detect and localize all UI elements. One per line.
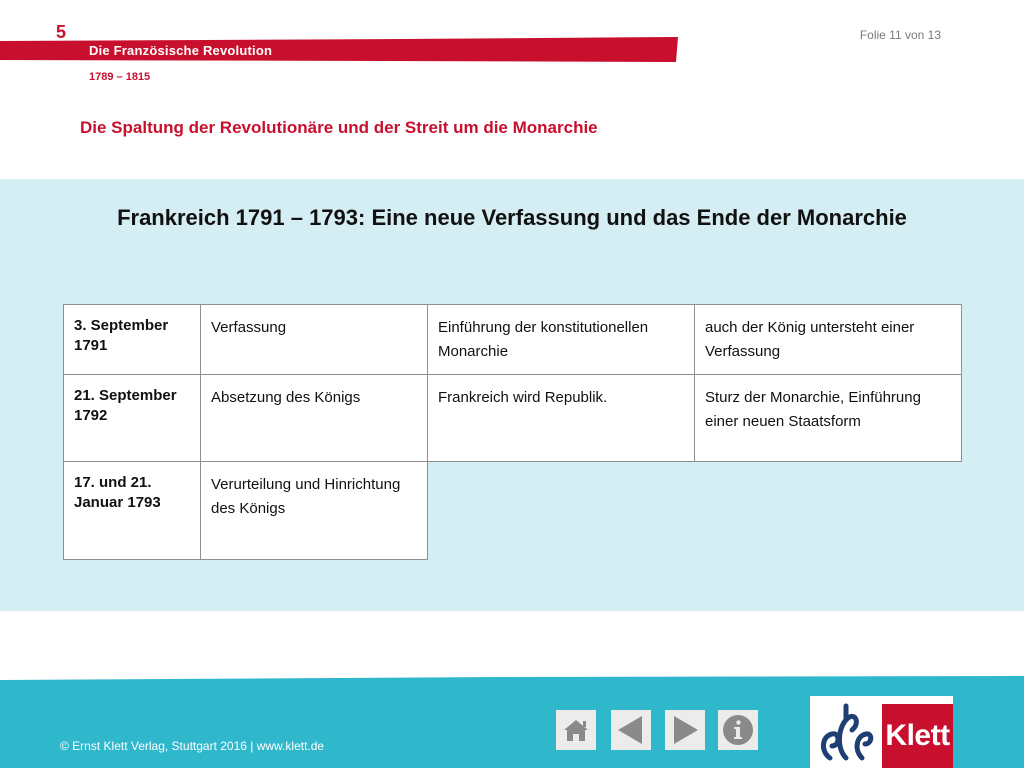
note-cell: Sturz der Monarchie, Einführung einer neuen Staatsform (695, 375, 962, 462)
table-row (64, 375, 962, 462)
date-cell: 21. September 1792 (64, 375, 201, 462)
main-heading: Frankreich 1791 – 1793: Eine neue Verfassung und das Ende der Monarchie (117, 205, 907, 230)
empty-cell (428, 462, 962, 560)
info-button[interactable] (718, 710, 758, 750)
presentation-title: Die Französische Revolution (89, 43, 273, 58)
years-range: 1789 – 1815 (89, 71, 151, 83)
timeline-table (63, 304, 962, 560)
date-cell: 3. September 1791 (64, 305, 201, 375)
klett-emblem-icon (810, 696, 882, 768)
title-band (0, 37, 678, 63)
next-slide-button[interactable] (665, 710, 705, 750)
arrow-left-icon (611, 710, 651, 750)
info-icon (718, 710, 758, 750)
table-row (64, 305, 962, 375)
home-icon (556, 710, 596, 750)
chapter-number: 5 (56, 22, 67, 42)
slide-subtitle: Die Spaltung der Revolutionäre und der Streit um die Monarchie (80, 118, 598, 137)
table-row (64, 462, 962, 560)
slide-counter: Folie 11 von 13 (859, 28, 941, 42)
event-cell: Verfassung (201, 305, 428, 375)
note-cell: auch der König untersteht einer Verfassung (695, 305, 962, 375)
arrow-right-icon (665, 710, 705, 750)
previous-slide-button[interactable] (611, 710, 651, 750)
copyright-text: © Ernst Klett Verlag, Stuttgart 2016 | www.klett.de (60, 739, 325, 753)
content-panel (0, 179, 1024, 611)
home-button[interactable] (556, 710, 596, 750)
event-cell: Verurteilung und Hinrichtung des Königs (201, 462, 428, 560)
meaning-cell: Einführung der konstitutionellen Monarchie (428, 305, 695, 375)
klett-logo-text: Klett (882, 704, 953, 768)
event-cell: Absetzung des Königs (201, 375, 428, 462)
meaning-cell: Frankreich wird Republik. (428, 375, 695, 462)
klett-logo (810, 696, 953, 768)
date-cell: 17. und 21. Januar 1793 (64, 462, 201, 560)
